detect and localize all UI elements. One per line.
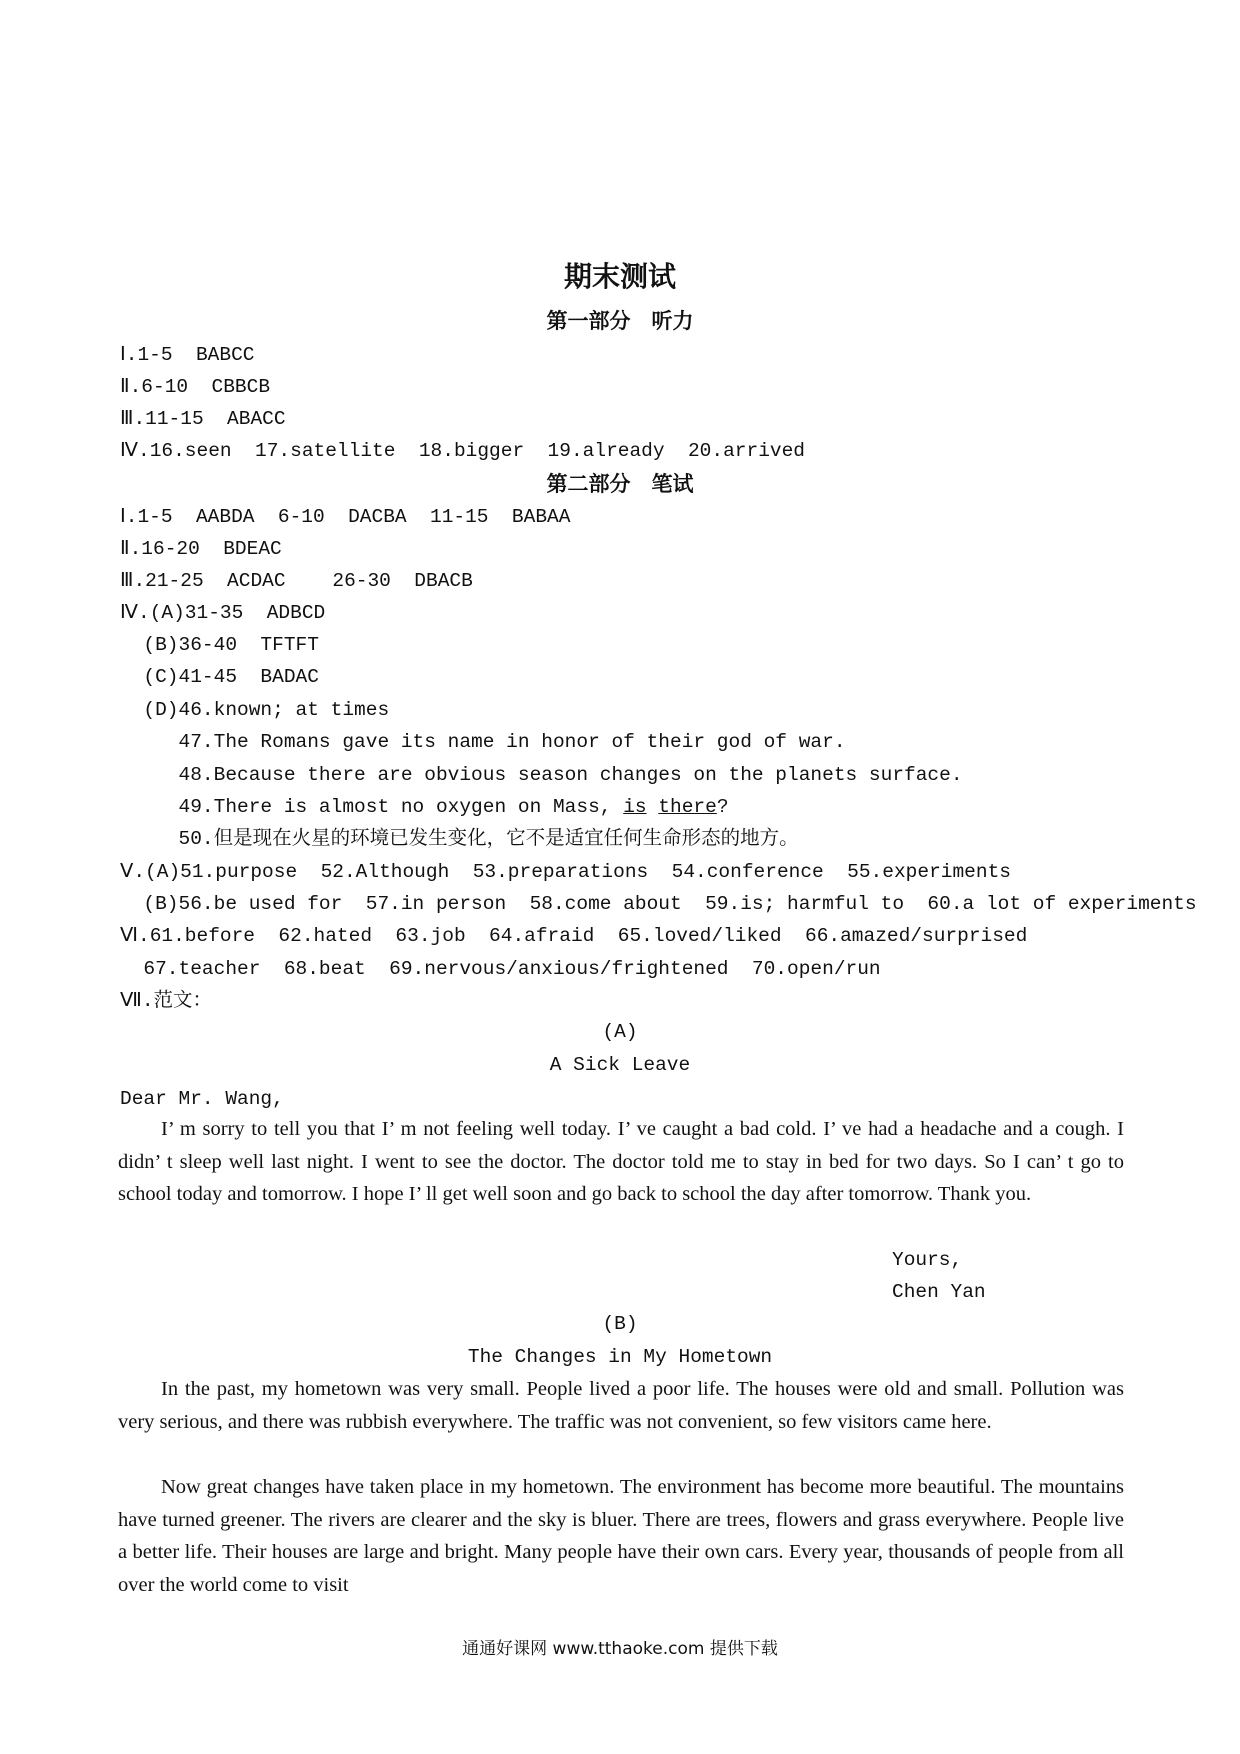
part1-line-4: Ⅳ.16.seen 17.satellite 18.bigger 19.already 20.arrived <box>120 440 806 462</box>
essay-a-salutation: Dear Mr. Wang, <box>120 1088 284 1110</box>
q49-tag-there: there <box>658 796 717 818</box>
part2-line-4: Ⅳ.(A)31-35 ADBCD <box>120 602 326 624</box>
essay-a-closing: Yours, <box>892 1249 963 1271</box>
part2-line-12: Ⅴ.(A)51.purpose 52.Although 53.preparations 54.conference 55.experiments <box>120 861 1011 883</box>
part2-line-13: (B)56.be used for 57.in person 58.come about 59.is; harmful to 60.a lot of experiments <box>120 893 1197 915</box>
part2-line-3: Ⅲ.21-25 ACDAC 26-30 DBACB <box>120 570 473 592</box>
part1-line-2: Ⅱ.6-10 CBBCB <box>120 376 271 398</box>
part1-line-1: Ⅰ.1-5 BABCC <box>120 344 255 366</box>
q49-tag-is: is <box>623 796 647 818</box>
part2-line-11: 50.但是现在火星的环境已发生变化，它不是适宜任何生命形态的地方。 <box>120 828 799 850</box>
essay-b-title: The Changes in My Hometown <box>467 1346 773 1368</box>
part1-line-3: Ⅲ.11-15 ABACC <box>120 408 286 430</box>
essay-b-label: (B) <box>602 1313 638 1335</box>
part2-line-6: (C)41-45 BADAC <box>120 666 319 688</box>
part1-heading: 第一部分 听力 <box>546 309 694 333</box>
part2-line-14: Ⅵ.61.before 62.hated 63.job 64.afraid 65.loved/liked 66.amazed/surprised <box>120 925 1028 947</box>
page-title: 期末测试 <box>563 260 676 293</box>
essay-a-label: (A) <box>602 1021 638 1043</box>
page-footer: 通通好课网 www.tthaoke.com 提供下载 <box>462 1639 778 1659</box>
essay-b-paragraph-1: In the past, my hometown was very small. People lived a poor life. The houses were old and small. Pollution was very serious, and there was rubbish everywhere. The traffic was not convenient, so few visitors came here. <box>118 1378 1124 1433</box>
part2-line-7: (D)46.known; at times <box>120 699 390 721</box>
essay-a-signature: Chen Yan <box>892 1281 986 1303</box>
part2-line-8: 47.The Romans gave its name in honor of their god of war. <box>120 731 846 753</box>
part2-line-2: Ⅱ.16-20 BDEAC <box>120 538 282 560</box>
essay-b-paragraph-2: Now great changes have taken place in my hometown. The environment has become more beautiful. The mountains have turned greener. The rivers are clearer and the sky is bluer. There are trees, flowers and grass everywhere. People live a better life. Their houses are large and bright. Many people have their own cars. Every year, thousands of people from all over the world come to visit <box>118 1476 1124 1596</box>
part2-line-10 <box>120 794 1125 820</box>
part2-line-9: 48.Because there are obvious season changes on the planets surface. <box>120 764 963 786</box>
essay-a-body: I’ m sorry to tell you that I’ m not feeling well today. I’ ve caught a bad cold. I’ ve had a headache and a cough. I didn’ t sleep well last night. I went to see the doctor. The doctor told me to stay in bed for two days. So I can’ t go to school today and tomorrow. I hope I’ ll get well soon and go back to school the day after tomorrow. Thank you. <box>118 1118 1124 1206</box>
part2-line-5: (B)36-40 TFTFT <box>120 634 319 656</box>
q49-question-mark: ? <box>716 796 729 818</box>
part2-line-15: 67.teacher 68.beat 69.nervous/anxious/frightened 70.open/run <box>120 958 881 980</box>
part2-heading: 第二部分 笔试 <box>546 472 694 496</box>
q49-text: 49.There is almost no oxygen on Mass, <box>120 796 624 818</box>
part2-line-1: Ⅰ.1-5 AABDA 6-10 DACBA 11-15 BABAA <box>120 506 571 528</box>
essay-a-title: A Sick Leave <box>549 1054 691 1076</box>
part2-line-16: Ⅶ.范文： <box>120 990 213 1012</box>
